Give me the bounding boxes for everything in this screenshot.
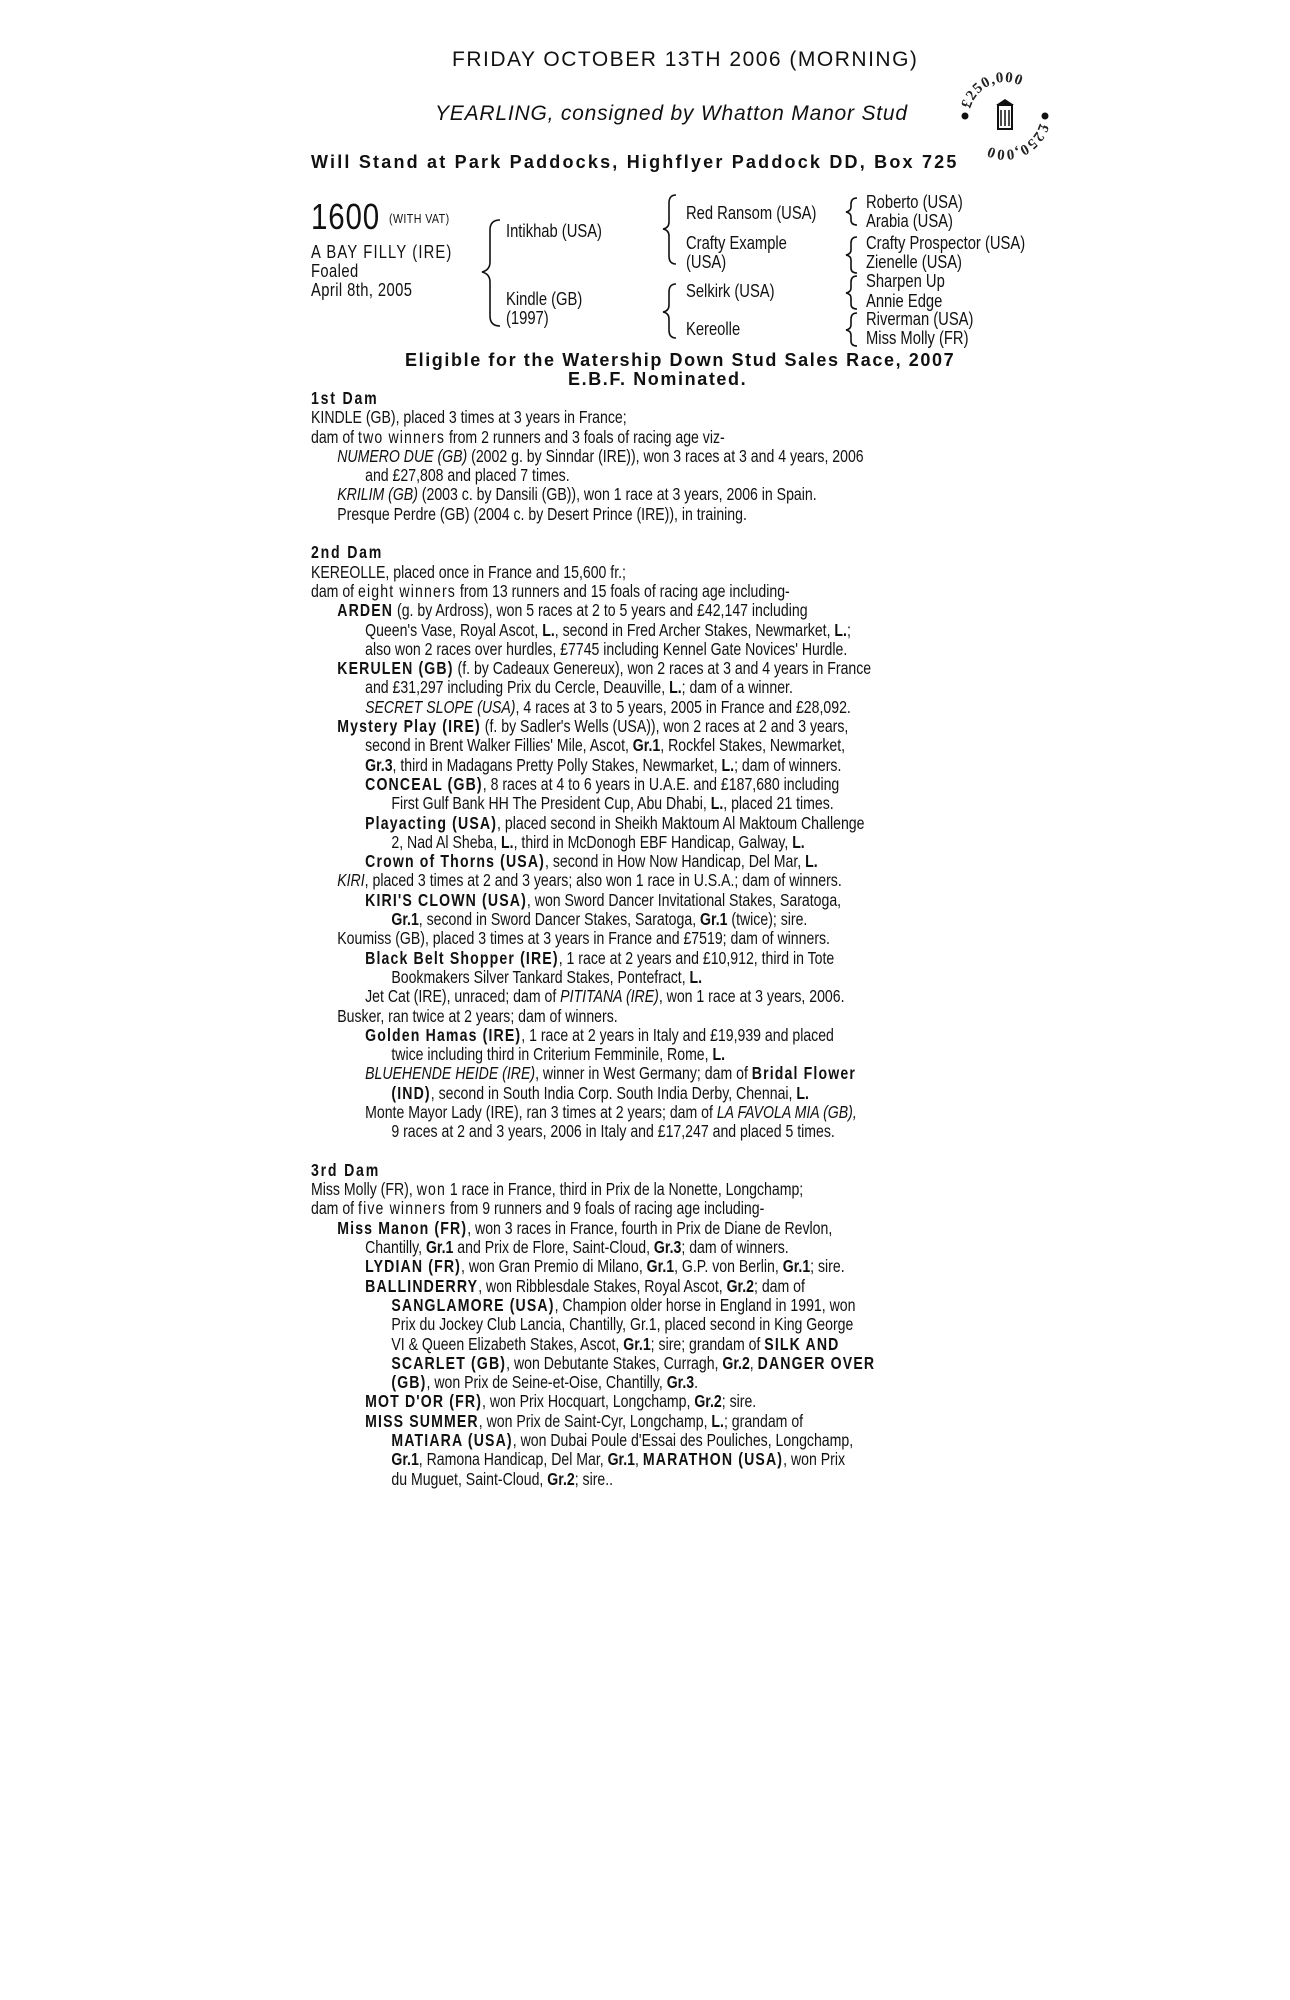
grandproduce-entry-cont: Gr.1, Ramona Handicap, Del Mar, Gr.1, MARATHON (USA), won Prix: [391, 1449, 846, 1470]
first-dam-heading: 1st Dam: [311, 388, 379, 408]
produce-entry: KIRI, placed 3 times at 2 and 3 years; also won 1 race in U.S.A.; dam of winners.: [337, 870, 842, 891]
grandproduce-entry: SECRET SLOPE (USA), 4 races at 3 to 5 years, 2005 in France and £28,092.: [365, 696, 851, 717]
dam-dam-name: Kereolle: [686, 319, 741, 339]
dam-produce-summary: dam of two winners from 2 runners and 3 foals of racing age viz-: [311, 426, 725, 447]
grandproduce-entry: Black Belt Shopper (IRE), 1 race at 2 years and £10,912, third in Tote: [365, 947, 835, 968]
produce-entry-cont: and £31,297 including Prix du Cercle, Deauville, L.; dam of a winner.: [365, 677, 793, 698]
sire-dam-country: (USA): [686, 252, 727, 272]
grandproduce-entry: Crown of Thorns (USA), second in How Now Handicap, Del Mar, L.: [365, 851, 818, 872]
dam-produce-summary: dam of five winners from 9 runners and 9 foals of racing age including-: [311, 1198, 765, 1219]
dam-record: Miss Molly (FR), won 1 race in France, third in Prix de la Nonette, Longchamp;: [311, 1179, 804, 1200]
grandproduce-entry-cont: MATIARA (USA), won Dubai Poule d'Essai des Pouliches, Longchamp,: [391, 1430, 854, 1451]
grandproduce-entry: Playacting (USA), placed second in Sheikh Maktoum Al Maktoum Challenge: [365, 812, 865, 833]
grandproduce-entry-cont: (GB), won Prix de Seine-et-Oise, Chantilly, Gr.3.: [391, 1372, 699, 1393]
produce-entry-cont: Chantilly, Gr.1 and Prix de Flore, Saint-Cloud, Gr.3; dam of winners.: [365, 1237, 789, 1258]
dam-record: KEREOLLE, placed once in France and 15,600 fr.;: [311, 561, 626, 582]
foaled-label: Foaled: [311, 261, 359, 281]
sire-name: Intikhab (USA): [506, 221, 602, 241]
grandproduce-entry-cont: Bookmakers Silver Tankard Stakes, Pontefract, L.: [391, 966, 703, 987]
ancestor-name: Sharpen Up: [866, 271, 945, 291]
produce-entry: KERULEN (GB) (f. by Cadeaux Genereux), won 2 races at 3 and 4 years in France: [337, 658, 872, 679]
dam-produce-summary: dam of eight winners from 13 runners and 15 foals of racing age including-: [311, 580, 790, 601]
grandproduce-entry: MOT D'OR (FR), won Prix Hocquart, Longchamp, Gr.2; sire.: [365, 1391, 757, 1412]
produce-entry-cont: second in Brent Walker Fillies' Mile, Ascot, Gr.1, Rockfel Stakes, Newmarket,: [365, 735, 846, 756]
ancestor-name: Crafty Prospector (USA): [866, 233, 1026, 253]
produce-entry: ARDEN (g. by Ardross), won 5 races at 2 to 5 years and £42,147 including: [337, 600, 808, 621]
consignment-line: YEARLING, consigned by Whatton Manor Stud: [435, 102, 908, 125]
ebf-nomination: E.B.F. Nominated.: [568, 369, 748, 389]
second-dam-heading: 2nd Dam: [311, 542, 384, 563]
grandproduce-entry: BALLINDERRY, won Ribblesdale Stakes, Royal Ascot, Gr.2; dam of: [365, 1275, 805, 1296]
grandproduce-entry-cont: Prix du Jockey Club Lancia, Chantilly, Gr.1, placed second in King George: [391, 1314, 854, 1335]
ancestor-name: Zienelle (USA): [866, 252, 962, 272]
produce-entry: NUMERO DUE (GB) (2002 g. by Sinndar (IRE)), won 3 races at 3 and 4 years, 2006: [337, 445, 864, 466]
ancestor-name: Roberto (USA): [866, 192, 963, 212]
sales-race-eligibility: Eligible for the Watership Down Stud Sales Race, 2007: [405, 350, 956, 370]
catalogue-body: [311, 389, 1031, 1489]
pedigree-braces: [0, 0, 1290, 360]
grandproduce-entry-cont: twice including third in Criterium Femminile, Rome, L.: [391, 1044, 726, 1065]
foaled-date: April 8th, 2005: [311, 280, 413, 300]
sire-sire-name: Red Ransom (USA): [686, 203, 817, 223]
produce-entry-cont: Queen's Vase, Royal Ascot, L., second in Fred Archer Stakes, Newmarket, L.;: [365, 619, 851, 640]
svg-text:£250,000: £250,000: [984, 121, 1052, 163]
grandproduce-entry-cont: Gr.1, second in Sword Dancer Stakes, Saratoga, Gr.1 (twice); sire.: [391, 909, 808, 930]
grandproduce-entry-cont: 2, Nad Al Sheba, L., third in McDonogh EBF Handicap, Galway, L.: [391, 831, 805, 852]
dam-year: (1997): [506, 308, 549, 328]
grandproduce-entry: CONCEAL (GB), 8 races at 4 to 6 years in U.A.E. and £187,680 including: [365, 773, 840, 794]
produce-entry: Presque Perdre (GB) (2004 c. by Desert Prince (IRE)), in training.: [337, 503, 747, 524]
ancestor-name: Miss Molly (FR): [866, 328, 969, 348]
produce-entry-cont: and £27,808 and placed 7 times.: [365, 465, 570, 486]
produce-entry: Koumiss (GB), placed 3 times at 3 years in France and £7519; dam of winners.: [337, 928, 830, 949]
grandproduce-entry: BLUEHENDE HEIDE (IRE), winner in West Germany; dam of Bridal Flower: [365, 1063, 856, 1084]
grandproduce-entry: Golden Hamas (IRE), 1 race at 2 years in Italy and £19,939 and placed: [365, 1024, 834, 1045]
grandproduce-entry-cont: (IND), second in South India Corp. South India Derby, Chennai, L.: [391, 1082, 809, 1103]
grandproduce-entry: MISS SUMMER, won Prix de Saint-Cyr, Longchamp, L.; grandam of: [365, 1410, 804, 1431]
grandproduce-entry-cont: SANGLAMORE (USA), Champion older horse in England in 1991, won: [391, 1294, 856, 1315]
vat-note: (WITH VAT): [388, 211, 450, 226]
horse-description: A BAY FILLY (IRE): [311, 242, 453, 262]
grandproduce-entry-cont: VI & Queen Elizabeth Stakes, Ascot, Gr.1; sire; grandam of SILK AND: [391, 1333, 840, 1354]
dam-record: KINDLE (GB), placed 3 times at 3 years in France;: [311, 407, 627, 428]
ancestor-name: Riverman (USA): [866, 309, 974, 329]
grandproduce-entry: Monte Mayor Lady (IRE), ran 3 times at 2 years; dam of LA FAVOLA MIA (GB),: [365, 1101, 857, 1122]
ancestor-name: Arabia (USA): [866, 211, 953, 231]
grandproduce-entry-cont: 9 races at 2 and 3 years, 2006 in Italy and £17,247 and placed 5 times.: [391, 1121, 835, 1142]
sire-dam-name: Crafty Example: [686, 233, 787, 253]
produce-entry: Mystery Play (IRE) (f. by Sadler's Wells (USA)), won 2 races at 2 and 3 years,: [337, 716, 849, 737]
produce-entry-cont: Gr.3, third in Madagans Pretty Polly Stakes, Newmarket, L.; dam of winners.: [365, 754, 842, 775]
produce-entry-cont: also won 2 races over hurdles, £7745 including Kennel Gate Novices' Hurdle.: [365, 638, 848, 659]
produce-entry: KRILIM (GB) (2003 c. by Dansili (GB)), won 1 race at 3 years, 2006 in Spain.: [337, 484, 817, 505]
produce-entry: Busker, ran twice at 2 years; dam of winners.: [337, 1005, 618, 1026]
grandproduce-entry: LYDIAN (FR), won Gran Premio di Milano, Gr.1, G.P. von Berlin, Gr.1; sire.: [365, 1256, 845, 1277]
ancestor-name: Annie Edge: [866, 291, 943, 311]
grandproduce-entry: KIRI'S CLOWN (USA), won Sword Dancer Invitational Stakes, Saratoga,: [365, 889, 842, 910]
dam-name: Kindle (GB): [506, 289, 583, 309]
grandproduce-entry-cont: First Gulf Bank HH The President Cup, Abu Dhabi, L., placed 21 times.: [391, 793, 834, 814]
grandproduce-entry-cont: SCARLET (GB), won Debutante Stakes, Curragh, Gr.2, DANGER OVER: [391, 1352, 876, 1373]
dam-sire-name: Selkirk (USA): [686, 281, 775, 301]
lot-number: 1600 (WITH VAT): [311, 196, 450, 237]
sale-date: FRIDAY OCTOBER 13TH 2006 (MORNING): [452, 48, 919, 71]
grandproduce-entry: Jet Cat (IRE), unraced; dam of PITITANA (IRE), won 1 race at 3 years, 2006.: [365, 986, 845, 1007]
svg-text:£250,000: £250,000: [958, 69, 1026, 111]
stand-location: Will Stand at Park Paddocks, Highflyer Paddock DD, Box 725: [311, 152, 959, 172]
grandproduce-entry-cont: du Muguet, Saint-Cloud, Gr.2; sire..: [391, 1468, 614, 1489]
third-dam-heading: 3rd Dam: [311, 1159, 381, 1180]
produce-entry: Miss Manon (FR), won 3 races in France, fourth in Prix de Diane de Revlon,: [337, 1217, 833, 1238]
